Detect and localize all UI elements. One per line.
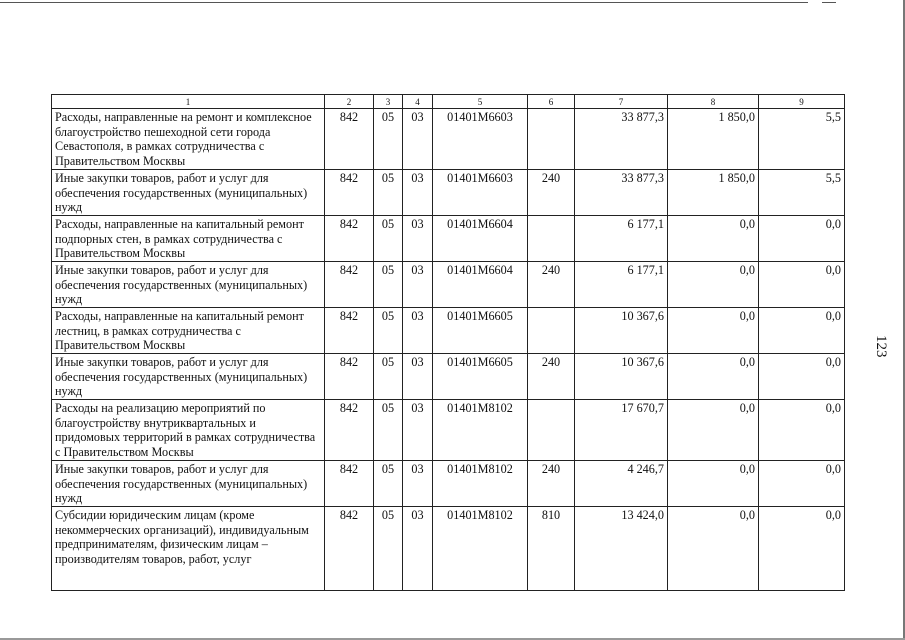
table-row <box>52 109 845 170</box>
column-header-9: 9 <box>759 95 845 109</box>
row-amount-1: 4 246,7 <box>575 461 668 507</box>
row-amount-3: 0,0 <box>759 400 845 461</box>
row-ministry-code: 842 <box>325 262 374 308</box>
row-subsection: 03 <box>403 354 433 400</box>
row-amount-1: 6 177,1 <box>575 216 668 262</box>
row-subsection: 03 <box>403 216 433 262</box>
row-amount-2: 0,0 <box>668 308 759 354</box>
page-number: 123 <box>873 335 889 358</box>
row-amount-2: 0,0 <box>668 507 759 591</box>
row-subsection: 03 <box>403 262 433 308</box>
row-amount-1: 33 877,3 <box>575 170 668 216</box>
row-amount-1: 33 877,3 <box>575 109 668 170</box>
row-target-code: 01401M8102 <box>433 507 528 591</box>
scan-top-mark <box>822 2 836 3</box>
row-subsection: 03 <box>403 308 433 354</box>
row-amount-3: 0,0 <box>759 354 845 400</box>
column-header-6: 6 <box>528 95 575 109</box>
table-row <box>52 461 845 507</box>
row-amount-1: 10 367,6 <box>575 308 668 354</box>
row-amount-3: 0,0 <box>759 461 845 507</box>
row-target-code: 01401M6603 <box>433 109 528 170</box>
row-amount-1: 10 367,6 <box>575 354 668 400</box>
column-header-5: 5 <box>433 95 528 109</box>
row-expense-type: 810 <box>528 507 575 591</box>
header-row <box>52 95 845 109</box>
row-amount-3: 5,5 <box>759 170 845 216</box>
row-name: Расходы, направленные на капитальный ремонт лестниц, в рамках сотрудничества с Правительством Москвы <box>52 308 325 354</box>
row-amount-3: 0,0 <box>759 262 845 308</box>
row-ministry-code: 842 <box>325 354 374 400</box>
row-section: 05 <box>374 170 403 216</box>
row-expense-type: 240 <box>528 170 575 216</box>
row-amount-2: 0,0 <box>668 262 759 308</box>
row-target-code: 01401M6605 <box>433 354 528 400</box>
row-section: 05 <box>374 262 403 308</box>
row-name: Иные закупки товаров, работ и услуг для обеспечения государственных (муниципальных) нужд <box>52 170 325 216</box>
row-name: Субсидии юридическим лицам (кроме некоммерческих организаций), индивидуальным предпринимателям, физическим лицам – производителям товаров, работ, услуг <box>52 507 325 591</box>
row-ministry-code: 842 <box>325 216 374 262</box>
row-amount-1: 6 177,1 <box>575 262 668 308</box>
table-row <box>52 507 845 591</box>
row-section: 05 <box>374 216 403 262</box>
row-section: 05 <box>374 400 403 461</box>
row-name: Расходы, направленные на ремонт и комплексное благоустройство пешеходной сети города Севастополя, в рамках сотрудничества с Правительством Москвы <box>52 109 325 170</box>
column-header-8: 8 <box>668 95 759 109</box>
row-subsection: 03 <box>403 461 433 507</box>
row-name: Иные закупки товаров, работ и услуг для обеспечения государственных (муниципальных) нужд <box>52 461 325 507</box>
row-ministry-code: 842 <box>325 170 374 216</box>
table-row <box>52 216 845 262</box>
row-amount-2: 0,0 <box>668 354 759 400</box>
row-target-code: 01401M6604 <box>433 216 528 262</box>
row-name: Расходы, направленные на капитальный ремонт подпорных стен, в рамках сотрудничества с Правительством Москвы <box>52 216 325 262</box>
row-amount-2: 1 850,0 <box>668 170 759 216</box>
row-expense-type: 240 <box>528 461 575 507</box>
row-name: Расходы на реализацию мероприятий по благоустройству внутриквартальных и придомовых территорий в рамках сотрудничества с Правительством Москвы <box>52 400 325 461</box>
row-name: Иные закупки товаров, работ и услуг для обеспечения государственных (муниципальных) нужд <box>52 354 325 400</box>
table-row <box>52 400 845 461</box>
row-subsection: 03 <box>403 109 433 170</box>
budget-table <box>51 94 845 591</box>
row-expense-type <box>528 216 575 262</box>
row-amount-1: 17 670,7 <box>575 400 668 461</box>
row-ministry-code: 842 <box>325 461 374 507</box>
row-target-code: 01401M6603 <box>433 170 528 216</box>
row-amount-2: 0,0 <box>668 461 759 507</box>
row-expense-type <box>528 109 575 170</box>
row-subsection: 03 <box>403 170 433 216</box>
row-expense-type <box>528 400 575 461</box>
row-name: Иные закупки товаров, работ и услуг для обеспечения государственных (муниципальных) нужд <box>52 262 325 308</box>
row-target-code: 01401M8102 <box>433 461 528 507</box>
row-target-code: 01401M6604 <box>433 262 528 308</box>
table-row <box>52 262 845 308</box>
row-ministry-code: 842 <box>325 507 374 591</box>
row-section: 05 <box>374 507 403 591</box>
row-amount-2: 0,0 <box>668 216 759 262</box>
table-row <box>52 354 845 400</box>
column-header-1: 1 <box>52 95 325 109</box>
row-amount-3: 0,0 <box>759 216 845 262</box>
row-expense-type: 240 <box>528 354 575 400</box>
row-amount-3: 0,0 <box>759 507 845 591</box>
table-row <box>52 308 845 354</box>
row-amount-2: 0,0 <box>668 400 759 461</box>
row-subsection: 03 <box>403 400 433 461</box>
row-ministry-code: 842 <box>325 308 374 354</box>
row-amount-3: 0,0 <box>759 308 845 354</box>
row-ministry-code: 842 <box>325 400 374 461</box>
column-header-2: 2 <box>325 95 374 109</box>
row-target-code: 01401M6605 <box>433 308 528 354</box>
row-target-code: 01401M8102 <box>433 400 528 461</box>
row-section: 05 <box>374 354 403 400</box>
row-section: 05 <box>374 461 403 507</box>
row-section: 05 <box>374 109 403 170</box>
row-amount-3: 5,5 <box>759 109 845 170</box>
scan-top-border <box>0 2 808 3</box>
row-subsection: 03 <box>403 507 433 591</box>
column-header-4: 4 <box>403 95 433 109</box>
row-amount-1: 13 424,0 <box>575 507 668 591</box>
row-section: 05 <box>374 308 403 354</box>
row-ministry-code: 842 <box>325 109 374 170</box>
row-amount-2: 1 850,0 <box>668 109 759 170</box>
row-expense-type <box>528 308 575 354</box>
row-expense-type: 240 <box>528 262 575 308</box>
column-header-3: 3 <box>374 95 403 109</box>
table-row <box>52 170 845 216</box>
column-header-7: 7 <box>575 95 668 109</box>
